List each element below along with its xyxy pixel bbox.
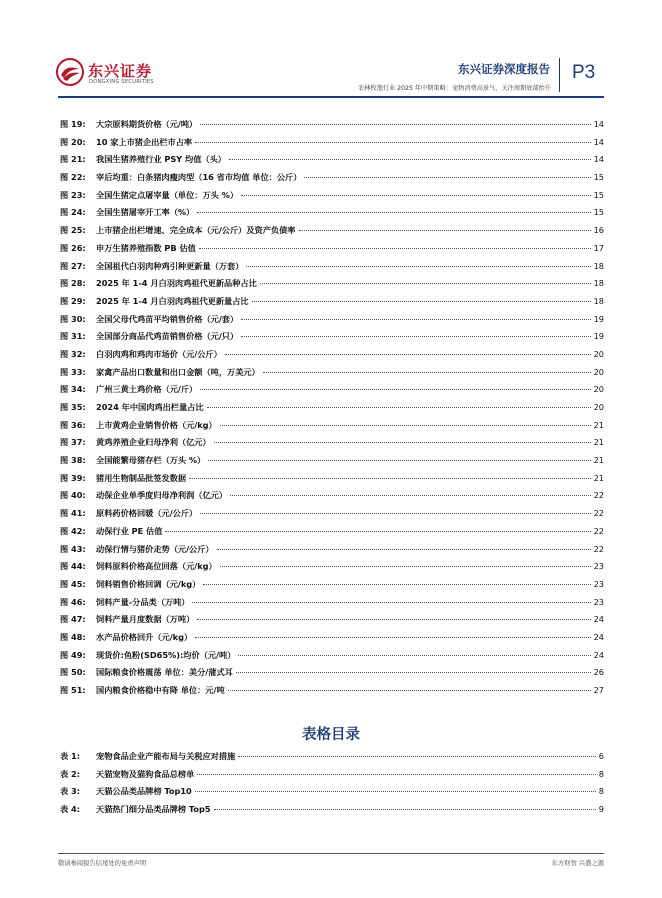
figure-entry-title[interactable]: 全国部分商品代鸡苗销售价格（元/只）: [96, 331, 239, 342]
figure-entry[interactable]: [60, 473, 604, 491]
figure-entry-label: 图 30:: [60, 313, 86, 324]
figure-entry-page[interactable]: 23: [593, 561, 604, 572]
dot-leader: [214, 809, 596, 810]
figure-entry[interactable]: [60, 278, 604, 296]
figure-entry-page[interactable]: 22: [593, 490, 604, 501]
figure-entry-label: 图 37:: [60, 437, 86, 448]
figure-entry-title[interactable]: 国内粮食价格稳中有降 单位：元/吨: [96, 685, 225, 695]
dot-leader: [200, 389, 590, 390]
figure-entry-title[interactable]: 水产品价格回升（元/kg）: [96, 631, 193, 642]
figure-entry-title[interactable]: 大宗原料期货价格（元/吨）: [96, 119, 198, 129]
figure-entry-label: 图 40:: [60, 490, 86, 501]
table-entry-page[interactable]: 9: [598, 804, 604, 815]
figure-entry[interactable]: [60, 561, 604, 579]
figure-entry-page[interactable]: 22: [593, 525, 604, 536]
logo-mark-icon: [56, 58, 84, 86]
figure-entry-title[interactable]: 全国能繁母猪存栏（万头 %）: [96, 455, 206, 466]
figure-entry-page[interactable]: 20: [593, 384, 604, 395]
figure-entry-title[interactable]: 动保企业单季度归母净利润（亿元）: [96, 490, 228, 501]
figure-entry[interactable]: [60, 632, 604, 650]
figure-entry[interactable]: [60, 207, 604, 225]
figure-entry-title[interactable]: 原料药价格回暖（元/公斤）: [96, 508, 198, 519]
dot-leader: [199, 248, 591, 249]
dot-leader: [195, 142, 590, 143]
dot-leader: [197, 774, 596, 775]
figure-entry-label: 图 36:: [60, 419, 86, 430]
figure-entry-label: 图 34:: [60, 384, 86, 395]
figure-entry-page[interactable]: 15: [593, 207, 604, 218]
figure-entry-page[interactable]: 14: [593, 154, 604, 165]
figure-entry[interactable]: [60, 331, 604, 349]
table-entry-label: 表 1:: [60, 751, 81, 761]
figure-entry-title[interactable]: 申万生猪养殖指数 PB 估值: [96, 242, 196, 253]
figure-entry-title[interactable]: 猪用生物制品批签发数据: [96, 472, 187, 483]
figure-entry-label: 图 27:: [60, 260, 86, 271]
table-entry[interactable]: [60, 786, 604, 804]
figure-entry[interactable]: [60, 296, 604, 314]
dot-leader: [165, 531, 590, 532]
figure-entry-label: 图 20:: [60, 136, 86, 147]
dot-leader: [236, 672, 591, 673]
figure-entry-page[interactable]: 20: [593, 366, 604, 377]
figure-entry[interactable]: [60, 455, 604, 473]
figure-entry-title[interactable]: 全国生猪屠宰开工率（%）: [96, 207, 195, 218]
figure-entry[interactable]: [60, 402, 604, 420]
dot-leader: [228, 690, 591, 691]
figure-entry[interactable]: [60, 349, 604, 367]
table-entry-label: 表 3:: [60, 786, 81, 797]
figure-entry-title[interactable]: 白羽肉鸡和鸡肉市场价（元/公斤）: [96, 348, 222, 359]
figure-entry[interactable]: [60, 243, 604, 261]
figure-entry-label: 图 22:: [60, 172, 86, 183]
table-entry[interactable]: [60, 804, 604, 822]
dot-leader: [203, 584, 590, 585]
figure-entry[interactable]: [60, 172, 604, 190]
dot-leader: [263, 372, 591, 373]
figure-entry-label: 图 26:: [60, 242, 86, 253]
figure-entry[interactable]: [60, 384, 604, 402]
company-logo: [56, 58, 166, 94]
dot-leader: [225, 354, 591, 355]
dot-leader: [195, 637, 590, 638]
figure-entry[interactable]: [60, 137, 604, 155]
figure-entry-title[interactable]: 黄鸡养殖企业归母净利（亿元）: [96, 437, 211, 448]
dot-leader: [241, 319, 590, 320]
dot-leader: [208, 460, 590, 461]
tables-heading: 表格目录: [302, 727, 360, 743]
table-entry[interactable]: [60, 769, 604, 787]
figure-entry-title[interactable]: 全国祖代白羽肉种鸡引种更新量（万套）: [96, 260, 244, 271]
table-entry-title[interactable]: 天猫宠物及猫狗食品总榜单: [96, 768, 195, 779]
dot-leader: [238, 756, 596, 757]
figure-entry[interactable]: [60, 544, 604, 562]
figure-entry[interactable]: [60, 314, 604, 332]
figure-entry-page[interactable]: 15: [593, 189, 604, 200]
figure-entry-title[interactable]: 动保行情与猪价走势（元/公斤）: [96, 543, 214, 554]
figure-entry-label: 图 48:: [60, 631, 86, 642]
figure-entry[interactable]: [60, 190, 604, 208]
report-title: 东兴证券深度报告: [458, 62, 550, 76]
dot-leader: [252, 301, 591, 302]
figure-entry[interactable]: [60, 119, 604, 137]
figure-entry-label: 图 39:: [60, 472, 86, 483]
dot-leader: [220, 425, 591, 426]
figure-entry-page[interactable]: 22: [593, 543, 604, 554]
table-entry-title[interactable]: 天猫公品类品牌榜 Top10: [96, 786, 192, 797]
figure-entry-label: 图 45:: [60, 578, 86, 589]
figure-entry-label: 图 42:: [60, 525, 86, 536]
figure-entry-title[interactable]: 饲料销售价格回调（元/kg）: [96, 578, 201, 589]
figure-entry-label: 图 46:: [60, 596, 86, 607]
dot-leader: [214, 442, 591, 443]
figure-entry-title[interactable]: 动保行业 PE 估值: [96, 525, 163, 536]
figure-entry-title[interactable]: 2024 年中国肉鸡出栏量占比: [96, 402, 204, 412]
footer-slogan: 东方财智 兴盛之源: [551, 860, 604, 867]
figure-entry-title[interactable]: 饲料原料价格高位回落（元/kg）: [96, 561, 217, 572]
figure-entry-title[interactable]: 上市黄鸡企业销售价格（元/kg）: [96, 419, 217, 430]
figure-entry-page[interactable]: 26: [593, 667, 604, 678]
figure-entry[interactable]: [60, 225, 604, 243]
figure-entry-page[interactable]: 23: [593, 578, 604, 589]
report-subtitle: 农林牧渔行业 2025 年中期策略：宠物消费高景气，关注周期底部抬升: [358, 85, 551, 92]
dot-leader: [229, 159, 591, 160]
figure-entry[interactable]: [60, 437, 604, 455]
figure-entry[interactable]: [60, 614, 604, 632]
table-list: [60, 751, 604, 822]
figure-entry-title[interactable]: 2025 年 1-4 月白羽肉鸡祖代更新品种占比: [96, 278, 257, 289]
figure-entry[interactable]: [60, 579, 604, 597]
table-entry[interactable]: [60, 751, 604, 769]
figure-entry-page[interactable]: 19: [593, 331, 604, 342]
header-divider: [559, 58, 560, 92]
figure-entry-label: 图 44:: [60, 561, 86, 572]
table-entry-page[interactable]: 8: [598, 768, 604, 779]
figure-entry-page[interactable]: 18: [593, 278, 604, 289]
figure-entry-label: 图 38:: [60, 455, 86, 466]
dot-leader: [238, 655, 590, 656]
figure-entry[interactable]: [60, 526, 604, 544]
dot-leader: [241, 195, 591, 196]
figure-entry[interactable]: [60, 650, 604, 668]
figure-entry-page[interactable]: 21: [593, 455, 604, 466]
table-entry-title[interactable]: 宠物食品企业产能布局与关税应对措施: [96, 751, 236, 761]
figure-entry-page[interactable]: 21: [593, 472, 604, 483]
dot-leader: [192, 602, 590, 603]
figure-entry-title[interactable]: 现货价:鱼粉(SD65%):均价（元/吨）: [96, 649, 236, 660]
figure-entry-title[interactable]: 2025 年 1-4 月白羽肉鸡祖代更新量占比: [96, 295, 249, 306]
figure-entry-page[interactable]: 21: [593, 437, 604, 448]
figure-entry-label: 图 29:: [60, 295, 86, 306]
dot-leader: [304, 177, 590, 178]
figure-entry-label: 图 41:: [60, 508, 86, 519]
figure-entry-page[interactable]: 19: [593, 313, 604, 324]
figure-entry-page[interactable]: 24: [593, 649, 604, 660]
figure-entry-page[interactable]: 18: [593, 295, 604, 306]
figure-entry-page[interactable]: 21: [593, 419, 604, 430]
table-entry-title[interactable]: 天猫热门细分品类品牌榜 Top5: [96, 804, 211, 815]
figure-entry-title[interactable]: 宰后均重：白条猪肉瘦肉型（16 省市均值 单位：公斤）: [96, 172, 302, 183]
figure-entry-title[interactable]: 全国父母代鸡苗平均销售价格（元/套）: [96, 313, 239, 324]
figure-entry-title[interactable]: 10 家上市猪企出栏市占率: [96, 136, 193, 147]
figure-entry-label: 图 50:: [60, 667, 86, 678]
figure-entry[interactable]: [60, 154, 604, 172]
logo-chinese-name: 东兴证券: [88, 62, 153, 80]
figure-entry-label: 图 25:: [60, 225, 86, 236]
figure-entry-label: 图 19:: [60, 119, 86, 129]
figure-entry[interactable]: [60, 508, 604, 526]
dot-leader: [197, 212, 590, 213]
figure-entry-label: 图 51:: [60, 685, 86, 695]
figure-entry-page[interactable]: 17: [593, 242, 604, 253]
table-entry-page[interactable]: 6: [598, 751, 604, 761]
dot-leader: [220, 566, 591, 567]
figure-entry[interactable]: [60, 685, 604, 703]
figure-list: [60, 119, 604, 703]
figure-entry[interactable]: [60, 597, 604, 615]
dot-leader: [246, 266, 590, 267]
figure-entry-title[interactable]: 国际粮食价格震荡 单位：美分/蒲式耳: [96, 667, 233, 678]
figure-entry-label: 图 49:: [60, 649, 86, 660]
table-entry-label: 表 4:: [60, 804, 81, 815]
figure-entry-label: 图 24:: [60, 207, 86, 218]
footer-rule: [58, 853, 604, 854]
figure-entry-label: 图 35:: [60, 402, 86, 412]
dot-leader: [260, 283, 591, 284]
figure-entry[interactable]: [60, 261, 604, 279]
figure-entry-page[interactable]: 20: [593, 348, 604, 359]
figure-entry-title[interactable]: 饲料产量月度数据（万吨）: [96, 614, 195, 625]
page-number: P3: [572, 62, 596, 83]
figure-entry-title[interactable]: 家禽产品出口数量和出口金额（吨，万美元）: [96, 366, 260, 377]
figure-entry-page[interactable]: 14: [593, 119, 604, 129]
dot-leader: [217, 549, 591, 550]
dot-leader: [207, 407, 591, 408]
table-entry-page[interactable]: 8: [598, 786, 604, 797]
figure-entry[interactable]: [60, 490, 604, 508]
figure-entry-page[interactable]: 20: [593, 402, 604, 412]
header-rule: [58, 96, 604, 98]
table-entry-label: 表 2:: [60, 768, 81, 779]
dot-leader: [200, 124, 590, 125]
dot-leader: [200, 513, 590, 514]
figure-entry-page[interactable]: 24: [593, 631, 604, 642]
figure-entry-page[interactable]: 27: [593, 685, 604, 695]
figure-entry[interactable]: [60, 667, 604, 685]
figure-entry-title[interactable]: 饲料产量-分品类（万吨）: [96, 596, 190, 607]
figure-entry-label: 图 23:: [60, 189, 86, 200]
figure-entry-page[interactable]: 22: [593, 508, 604, 519]
dot-leader: [241, 336, 590, 337]
figure-entry-label: 图 47:: [60, 614, 86, 625]
figure-entry-label: 图 43:: [60, 543, 86, 554]
dot-leader: [230, 495, 591, 496]
figure-entry-page[interactable]: 23: [593, 596, 604, 607]
logo-english-name: DONGXING SECURITIES: [89, 79, 154, 85]
figure-entry-page[interactable]: 24: [593, 614, 604, 625]
dot-leader: [197, 619, 590, 620]
figure-entry-label: 图 33:: [60, 366, 86, 377]
figure-entry[interactable]: [60, 367, 604, 385]
figure-entry-page[interactable]: 16: [593, 225, 604, 236]
figure-entry-page[interactable]: 14: [593, 136, 604, 147]
figure-entry-page[interactable]: 15: [593, 172, 604, 183]
figure-entry-label: 图 31:: [60, 331, 86, 342]
figure-entry-title[interactable]: 我国生猪养殖行业 PSY 均值（头）: [96, 154, 226, 165]
dot-leader: [189, 478, 591, 479]
figure-entry-title[interactable]: 全国生猪定点屠宰量（单位：万头 %）: [96, 189, 239, 200]
figure-entry-label: 图 28:: [60, 278, 86, 289]
figure-entry-label: 图 32:: [60, 348, 86, 359]
figure-entry-title[interactable]: 上市猪企出栏增速、完全成本（元/公斤）及资产负债率: [96, 225, 296, 236]
figure-entry[interactable]: [60, 420, 604, 438]
figure-entry-page[interactable]: 18: [593, 260, 604, 271]
dot-leader: [195, 791, 596, 792]
dot-leader: [299, 230, 591, 231]
figure-entry-title[interactable]: 广州三黄土鸡价格（元/斤）: [96, 384, 198, 395]
figure-entry-label: 图 21:: [60, 154, 86, 165]
footer-disclaimer: 敬请参阅报告结尾处的免责声明: [58, 860, 147, 867]
